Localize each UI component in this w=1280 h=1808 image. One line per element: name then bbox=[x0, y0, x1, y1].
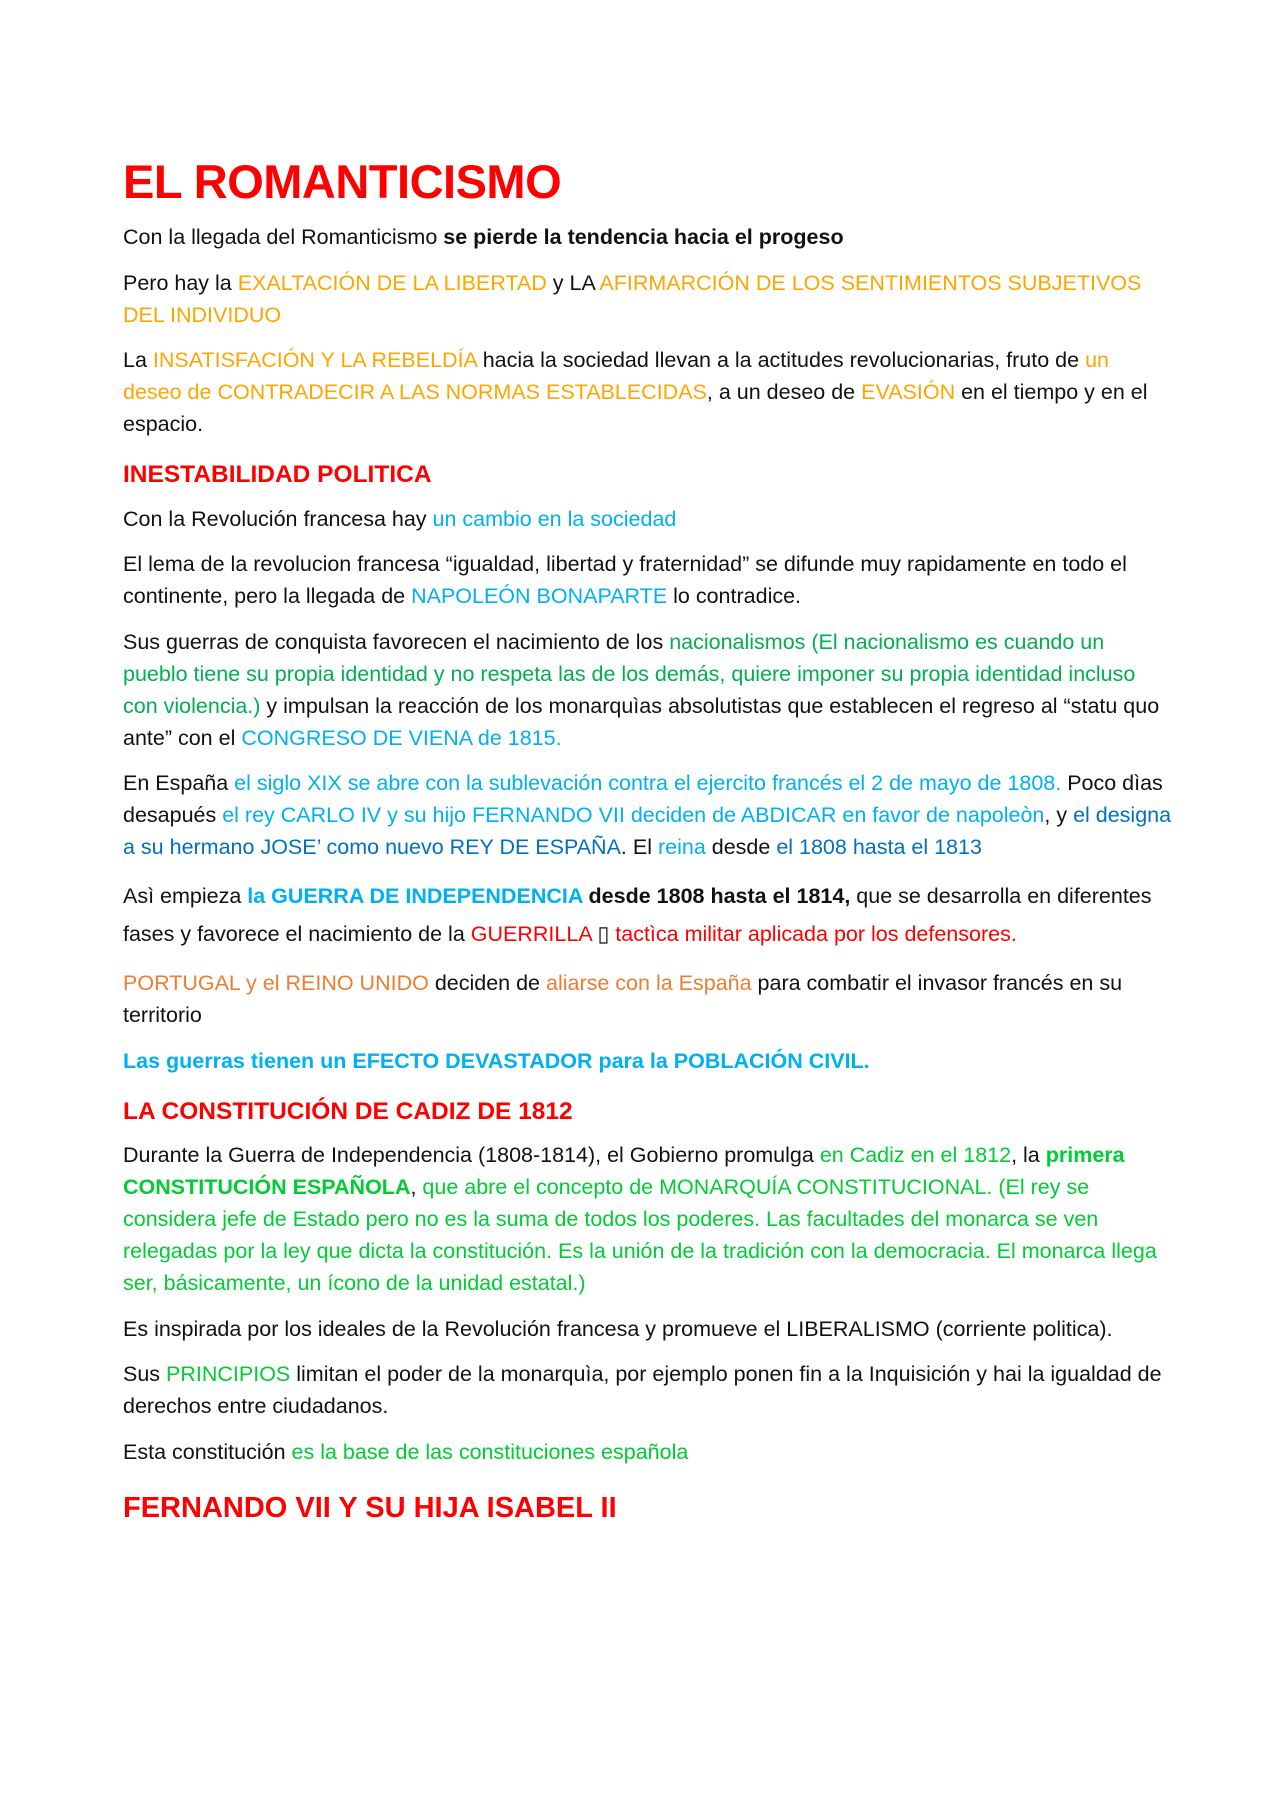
text-run: , bbox=[410, 1175, 423, 1200]
section-heading: INESTABILIDAD POLITICA bbox=[123, 461, 432, 489]
paragraph bbox=[123, 503, 1172, 535]
text-run: , a un deseo de bbox=[706, 380, 862, 405]
paragraph bbox=[123, 877, 1172, 954]
text-run: un deseo de CONTRADECIR A LAS NORMAS ESTABLECIDAS bbox=[123, 348, 1109, 405]
text-run: EXALTACIÓN DE LA LIBERTAD bbox=[237, 270, 547, 295]
text-run: Sus guerras de conquista favorecen el nacimiento de los bbox=[123, 629, 670, 654]
text-run: desde bbox=[705, 835, 777, 860]
text-run: Con la Revolución francesa hay bbox=[123, 506, 433, 531]
text-run: hacia la sociedad llevan a la actitudes revolucionarias, fruto de bbox=[476, 348, 1086, 373]
section-heading: LA CONSTITUCIÓN DE CADIZ DE 1812 bbox=[123, 1097, 573, 1125]
text-run: ▯ bbox=[597, 922, 610, 947]
text-run: lo contradice. bbox=[667, 584, 802, 609]
text-run: tactìca militar aplicada por los defensores. bbox=[609, 922, 1017, 947]
text-run: En España bbox=[123, 771, 235, 796]
text-run: , la bbox=[1011, 1143, 1046, 1168]
text-run: Con la llegada del Romanticismo bbox=[123, 225, 444, 250]
text-run: el siglo XIX se abre con la sublevación contra el ejercito francés el 2 de mayo de 1808. bbox=[234, 771, 1062, 796]
document-body bbox=[123, 221, 1172, 1526]
text-run: la GUERRA DE INDEPENDENCIA bbox=[247, 883, 583, 908]
paragraph bbox=[123, 626, 1172, 754]
text-run: Pero hay la bbox=[123, 270, 238, 295]
paragraph bbox=[123, 1358, 1172, 1422]
text-run: Esta constitución bbox=[123, 1439, 292, 1464]
text-run: Las guerras tienen un EFECTO DEVASTADOR para la POBLACIÓN CIVIL. bbox=[123, 1048, 870, 1073]
paragraph bbox=[123, 221, 1172, 253]
page-title: EL ROMANTICISMO bbox=[123, 155, 562, 208]
text-run: desde 1808 hasta el 1814, bbox=[582, 883, 851, 908]
text-run: deciden de bbox=[428, 971, 546, 996]
text-run: PRINCIPIOS bbox=[166, 1362, 291, 1387]
paragraph bbox=[123, 1139, 1172, 1299]
text-run: es la base de las constituciones española bbox=[291, 1439, 689, 1464]
text-run: aliarse con la España bbox=[546, 971, 752, 996]
text-run: el designa a su hermano JOSE’ como nuevo REY DE ESPAÑA bbox=[123, 803, 1172, 860]
text-run: en el tiempo y en el espacio. bbox=[123, 380, 1148, 437]
text-run: primera CONSTITUCIÓN ESPAÑOLA bbox=[123, 1143, 1125, 1200]
text-run: para combatir el invasor francés en su territorio bbox=[123, 971, 1123, 1028]
text-run: limitan el poder de la monarquìa, por ejemplo ponen fin a la Inquisición y hai la igualdad de derechos entre ciudadanos. bbox=[123, 1362, 1162, 1419]
paragraph bbox=[123, 548, 1172, 612]
text-run: y LA bbox=[546, 270, 600, 295]
paragraph bbox=[123, 344, 1172, 440]
text-run: que se desarrolla en diferentes fases y favorece el nacimiento de la bbox=[123, 883, 1152, 947]
text-run: PORTUGAL y el REINO UNIDO bbox=[123, 971, 429, 996]
paragraph bbox=[123, 967, 1172, 1031]
text-run: Asì empieza bbox=[123, 883, 248, 908]
paragraph bbox=[123, 1436, 1172, 1468]
text-run: La bbox=[123, 348, 153, 373]
text-run: que abre el concepto de MONARQUÍA CONSTITUCIONAL. (El rey se considera jefe de Estado pero no es la suma de todos los poderes. Las facultades del monarca se ven relegadas por la ley que dicta la constitución. Es la unión de la tradición con la democracia. El monarca llega ser, básicamente, un ícono de la unidad estatal.) bbox=[123, 1175, 1157, 1296]
text-run: un cambio en la sociedad bbox=[432, 506, 677, 531]
text-run: reina bbox=[657, 835, 706, 860]
text-run: Poco dìas desapués bbox=[123, 771, 1163, 828]
text-run: Durante la Guerra de Independencia (1808-1814), el Gobierno promulga bbox=[123, 1143, 820, 1168]
paragraph bbox=[123, 267, 1172, 331]
text-run: Sus bbox=[123, 1362, 167, 1387]
text-run: NAPOLEÓN BONAPARTE bbox=[411, 584, 668, 609]
text-run: el 1808 hasta el 1813 bbox=[776, 835, 982, 860]
text-run: EVASIÓN bbox=[861, 380, 956, 405]
section-heading: FERNANDO VII Y SU HIJA ISABEL II bbox=[123, 1491, 617, 1524]
text-run: en Cadiz en el 1812 bbox=[819, 1143, 1012, 1168]
text-run: se pierde la tendencia hacia el progeso bbox=[443, 225, 844, 250]
text-run: Es inspirada por los ideales de la Revolución francesa y promueve el LIBERALISMO (corriente politica). bbox=[123, 1316, 1113, 1341]
text-run: el rey CARLO IV y su hijo FERNANDO VII deciden de ABDICAR en favor de napoleòn bbox=[222, 803, 1045, 828]
text-run: El lema de la revolucion francesa “igualdad, libertad y fraternidad” se difunde muy rapidamente en todo el continente, pero la llegada de bbox=[123, 552, 1127, 609]
text-run: , y bbox=[1044, 803, 1074, 828]
text-run: y impulsan la reacción de los monarquìas absolutistas que establecen el regreso al “statu quo ante” con el bbox=[123, 693, 1160, 750]
text-run: nacionalismos (El nacionalismo es cuando un pueblo tiene su propia identidad y no respeta las de los demás, quiere imponer su propia identidad incluso con violencia.) bbox=[123, 629, 1136, 718]
text-run: . El bbox=[620, 835, 658, 860]
paragraph bbox=[123, 767, 1172, 863]
text-run: GUERRILLA bbox=[470, 922, 592, 947]
text-run: AFIRMARCIÓN DE LOS SENTIMIENTOS SUBJETIVOS DEL INDIVIDUO bbox=[123, 270, 1142, 327]
paragraph bbox=[123, 1045, 1172, 1077]
paragraph bbox=[123, 1313, 1172, 1345]
text-run: CONGRESO DE VIENA de 1815. bbox=[241, 725, 562, 750]
text-run: INSATISFACIÓN Y LA REBELDÍA bbox=[152, 348, 477, 373]
